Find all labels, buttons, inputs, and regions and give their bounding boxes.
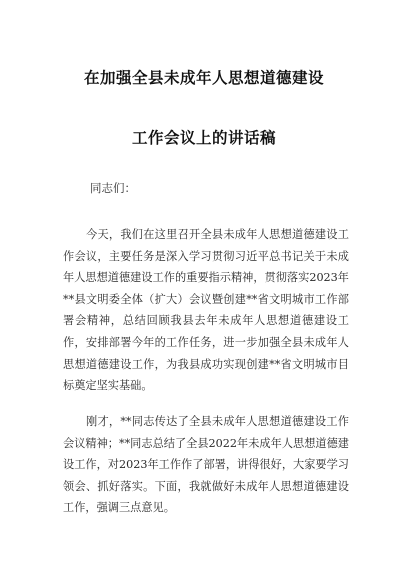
body-paragraph-2: 刚才，**同志传达了全县未成年人思想道德建设工作会议精神；**同志总结了全县2022年未成年人思想道德建设工作，对2023年工作作了部署，讲得很好，大家要学习领会、抓好落实。下面，我就做好未成年人思想道德建设工作，强调三点意见。	[63, 415, 349, 515]
document-title-line-2: 工作会议上的讲话稿	[131, 129, 276, 147]
body-paragraph-1: 今天，我们在这里召开全县未成年人思想道德建设工作会议，主要任务是深入学习贯彻习近平总书记关于未成年人思想道德建设工作的重要指示精神，贯彻落实2023年**县文明委全体（扩大）会议暨创建**省文明城市工作部署会精神，总结回顾我县去年未成年人思想道德建设工作，安排部署今年的工作任务，进一步加强全县未成年人思想道德建设工作，为我县成功实现创建**省文明城市目标奠定坚实基础。	[63, 228, 349, 393]
greeting: 同志们：	[90, 181, 136, 195]
document-title-line-1: 在加强全县未成年人思想道德建设	[83, 69, 324, 87]
